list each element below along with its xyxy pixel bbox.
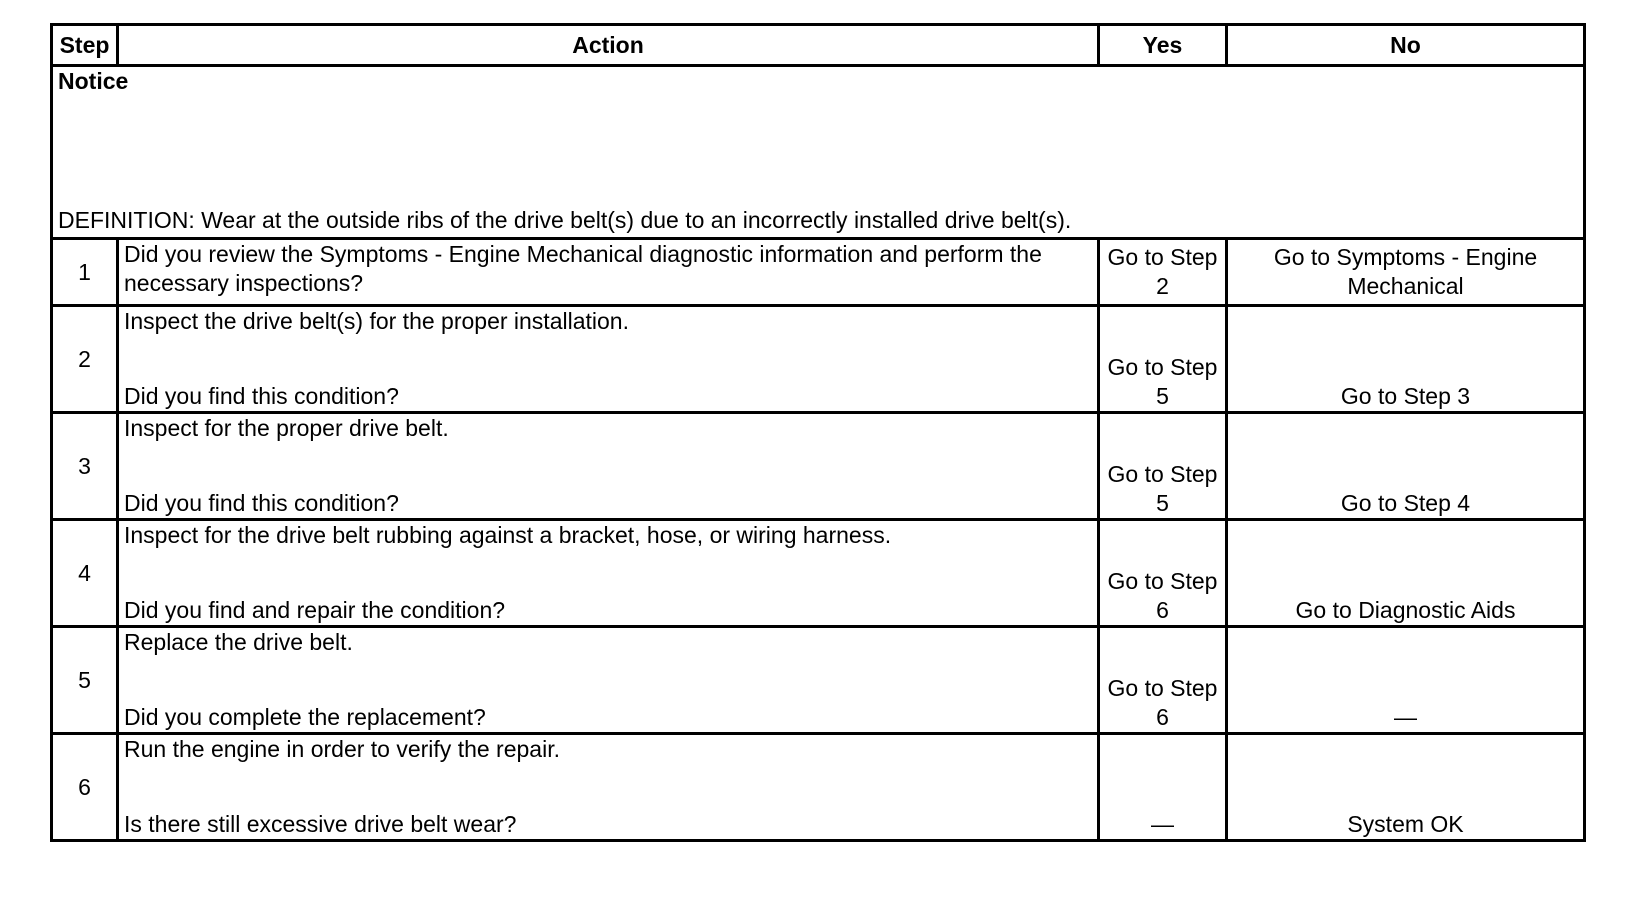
step-number: 2 [52, 306, 118, 413]
table-row [52, 306, 1585, 413]
action-instruction: Inspect for the proper drive belt. [124, 415, 449, 441]
diagnostic-table [50, 23, 1586, 842]
header-row [52, 25, 1585, 66]
no-cell: Go to Diagnostic Aids [1227, 520, 1585, 627]
action-question: Is there still excessive drive belt wear? [124, 811, 517, 837]
step-number: 3 [52, 413, 118, 520]
action-cell: Did you review the Symptoms - Engine Mechanical diagnostic information and perform the necessary inspections? [118, 239, 1099, 306]
action-instruction: Run the engine in order to verify the repair. [124, 736, 560, 762]
table-row [52, 734, 1585, 841]
no-cell: Go to Step 4 [1227, 413, 1585, 520]
notice-title: Notice [58, 68, 129, 94]
table-row [52, 239, 1585, 306]
no-cell: — [1227, 627, 1585, 734]
yes-cell: — [1099, 734, 1227, 841]
action-instruction: Inspect for the drive belt rubbing against a bracket, hose, or wiring harness. [124, 522, 892, 548]
action-question: Did you find this condition? [124, 383, 399, 409]
step-number: 4 [52, 520, 118, 627]
action-question: Did you find this condition? [124, 490, 399, 516]
action-cell [118, 413, 1099, 520]
action-question: Did you complete the replacement? [124, 704, 486, 730]
action-cell [118, 520, 1099, 627]
step-number: 6 [52, 734, 118, 841]
no-cell: Go to Symptoms - Engine Mechanical [1227, 239, 1585, 306]
header-no: No [1227, 25, 1585, 66]
yes-cell: Go to Step 6 [1099, 520, 1227, 627]
action-cell [118, 734, 1099, 841]
yes-cell: Go to Step 6 [1099, 627, 1227, 734]
action-cell [118, 306, 1099, 413]
step-number: 5 [52, 627, 118, 734]
notice-definition: DEFINITION: Wear at the outside ribs of the drive belt(s) due to an incorrectly installed drive belt(s). [58, 207, 1072, 233]
notice-row [52, 66, 1585, 239]
table-row [52, 627, 1585, 734]
action-cell [118, 627, 1099, 734]
no-cell: System OK [1227, 734, 1585, 841]
notice-cell [52, 66, 1585, 239]
yes-cell: Go to Step 5 [1099, 306, 1227, 413]
action-instruction: Inspect the drive belt(s) for the proper installation. [124, 308, 629, 334]
action-instruction: Replace the drive belt. [124, 629, 353, 655]
header-yes: Yes [1099, 25, 1227, 66]
no-cell: Go to Step 3 [1227, 306, 1585, 413]
table-row [52, 520, 1585, 627]
yes-cell: Go to Step 2 [1099, 239, 1227, 306]
header-action: Action [118, 25, 1099, 66]
yes-cell: Go to Step 5 [1099, 413, 1227, 520]
table-row [52, 413, 1585, 520]
header-step: Step [52, 25, 118, 66]
action-question: Did you find and repair the condition? [124, 597, 506, 623]
step-number: 1 [52, 239, 118, 306]
